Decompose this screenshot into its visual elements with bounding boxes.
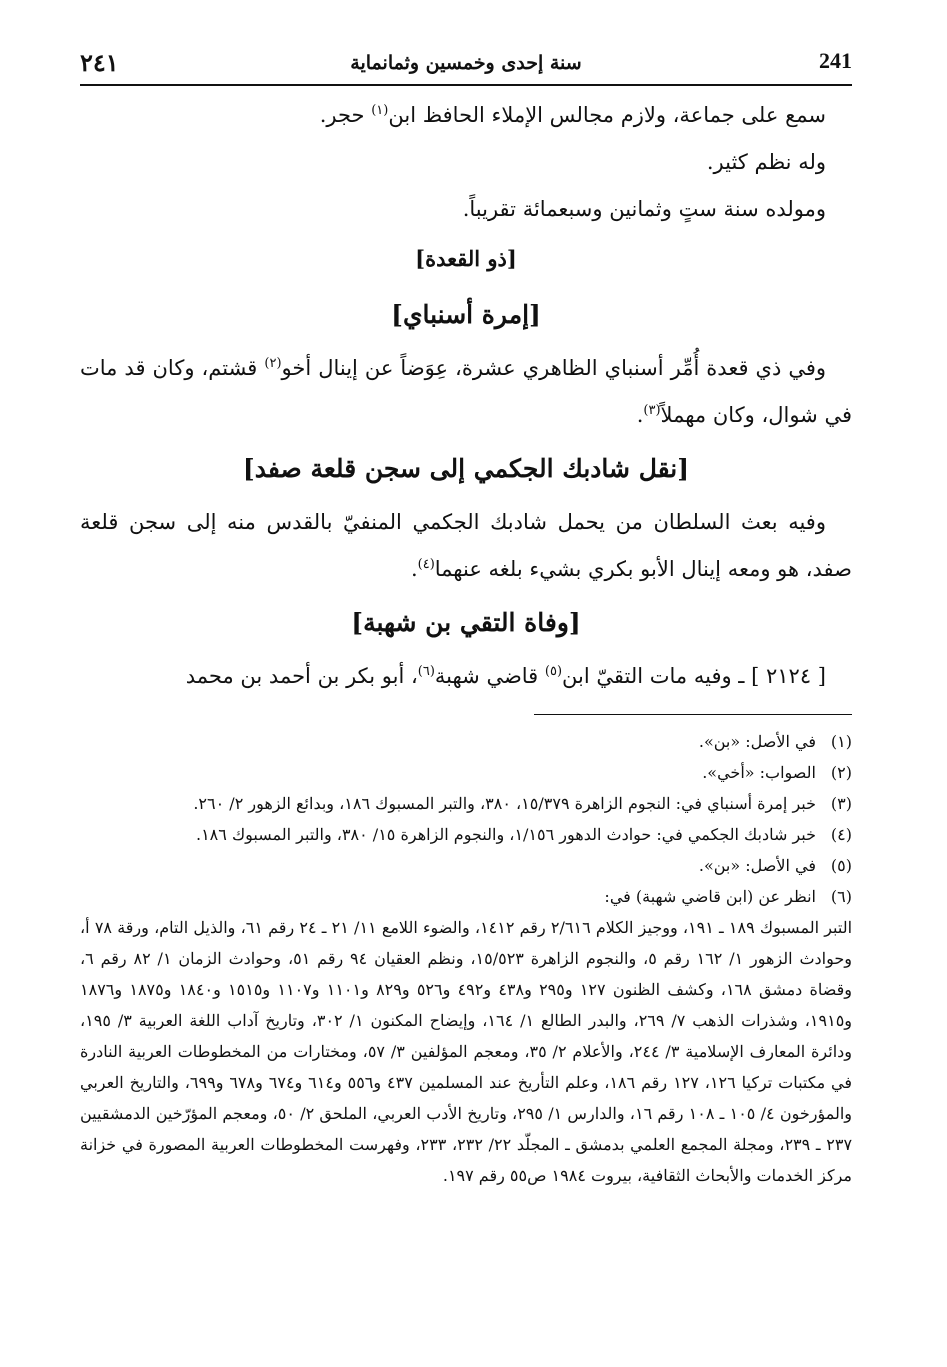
footnote xyxy=(80,881,852,912)
footnote-ref: (١) xyxy=(371,103,389,118)
running-title: سنة إحدى وخمسين وثمانماية xyxy=(350,52,582,74)
footnote-text: خبر إمرة أسنباي في: النجوم الزاهرة ١٥/٣٧٩، ٣٨٠، والتبر المسبوك ١٨٦، وبدائع الزهور ٢/ ٢٦٠. xyxy=(193,794,816,813)
text-run: قشتم، وكان قد مات في شوال، وكان مهملاً xyxy=(80,356,852,427)
footnotes xyxy=(80,726,852,1191)
footnote-number: (٥) xyxy=(830,856,852,875)
section-heading: [نقل شادبك الجكمي إلى سجن قلعة صفد] xyxy=(242,454,690,483)
text-run: ، أبو بكر بن أحمد بن محمد xyxy=(185,664,418,688)
text-run: وفيه بعث السلطان من يحمل شادبك الجكمي المنفيّ بالقدس منه إلى سجن قلعة صفد، هو ومعه إينال الأبو بكري بشيء بلغه عنهما xyxy=(80,510,852,581)
text-run: . xyxy=(410,557,418,581)
paragraph xyxy=(80,499,852,593)
text-run: وفي ذي قعدة أُمِّر أسنباي الظاهري عشرة، عِوَضاً عن إينال أخو xyxy=(281,356,826,380)
text-run: [ ٢١٢٤ ] ـ وفيه مات التقيّ ابن xyxy=(562,664,826,688)
page-number-latin: 241 xyxy=(819,48,852,73)
section-heading: [وفاة التقي بن شهبة] xyxy=(351,608,581,637)
footnote xyxy=(80,850,852,881)
section-heading: [إمرة أسنباي] xyxy=(391,300,541,329)
text-run: . xyxy=(636,403,644,427)
page-header xyxy=(80,44,852,86)
footnote-number: (٤) xyxy=(830,825,852,844)
footnote-ref: (٢) xyxy=(264,356,282,371)
section-heading: [ذو القعدة] xyxy=(415,246,517,271)
footnote-number: (٣) xyxy=(830,794,852,813)
paragraph xyxy=(80,653,852,700)
footnote-text: انظر عن (ابن قاضي شهبة) في: xyxy=(604,887,816,906)
footnote-ref: (٥) xyxy=(544,664,563,679)
footnote-text: في الأصل: «بن». xyxy=(698,856,816,875)
footnote-number: (١) xyxy=(830,732,852,751)
footnote xyxy=(80,726,852,757)
text-run: قاضي شهبة xyxy=(434,664,545,688)
footnote-ref: (٣) xyxy=(643,403,661,418)
footnote-text: الصواب: «أخي». xyxy=(702,763,816,782)
footnote-number: (٦) xyxy=(830,887,852,906)
page-number-arabic: ٢٤١ xyxy=(80,48,119,77)
footnote xyxy=(80,757,852,788)
book-page xyxy=(80,44,852,1191)
footnote xyxy=(80,819,852,850)
paragraph xyxy=(80,345,852,439)
text-run: حجر. xyxy=(319,103,372,127)
text-run: سمع على جماعة، ولازم مجالس الإملاء الحافظ ابن xyxy=(388,103,826,127)
paragraph xyxy=(80,92,852,139)
footnote-separator xyxy=(80,714,852,726)
footnote-number: (٢) xyxy=(830,763,852,782)
footnote-text: خبر شادبك الجكمي في: حوادث الدهور ١/١٥٦، والنجوم الزاهرة ١٥/ ٣٨٠، والتبر المسبوك ١٨٦. xyxy=(195,825,816,844)
main-text xyxy=(80,92,852,700)
footnote-ref: (٦) xyxy=(417,664,435,679)
paragraph: ومولده سنة ستٍ وثمانين وسبعمائة تقريباً. xyxy=(462,197,826,221)
footnote-text: في الأصل: «بن». xyxy=(698,732,816,751)
paragraph: وله نظم كثير. xyxy=(706,150,826,174)
footnote-ref: (٤) xyxy=(417,557,435,572)
footnote-continuation: التبر المسبوك ١٨٩ ـ ١٩١، ووجيز الكلام ٢/٦١٦ رقم ١٤١٢، والضوء اللامع ١١/ ٢١ ـ ٢٤ رقم ٦١، والذيل التام، ورقة ٧٨ أ، وحوادث الزهور ١/ ١٦٢ رقم ٥، والنجوم الزاهرة ١٥/٥٢٣، ونظم العقيان ٩٤ رقم ٥١، وحوادث الزمان ١/ ٨٢ رقم ٦، وقضاة دمشق ١٦٨، وكشف الظنون ١٢٧ و٢٩٥ و٤٣٨ و٤٩٢ و٥٢٦ و٨٢٩ و١١٠١ و١١٠٧ و١٥١٥ و١٨٤٠ و١٨٧٥ و١٨٧٦ و١٩١٥، وشذرات الذهب ٧/ ٢٦٩، والبدر الطالع ١/ ١٦٤، وإيضاح المكنون ١/ ٣٠٢، وتاريخ آداب اللغة العربية ٣/ ١٩٥، ودائرة المعارف الإسلامية ٣/ ٢٤٤، والأعلام ٢/ ٣٥، ومعجم المؤلفين ٣/ ٥٧، ومختارات من المخطوطات العربية النادرة في مكتبات تركيا ١٢٦، ١٢٧ رقم ١٨٦، وعلم التأريخ عند المسلمين ٤٣٧ و٥٥٦ و٦١٤ و٦٧٤ و٦٧٨ و٦٩٩، والتاريخ العربي والمؤرخون ٤/ ١٠٥ ـ ١٠٨ رقم ١٦، والدارس ١/ ٢٩٥، وتاريخ الأدب العربي، الملحق ٢/ ٥٠، ومعجم المؤرّخين الدمشقيين ٢٣٧ ـ ٢٣٩، ومجلة المجمع العلمي بدمشق ـ المجلّد ٢٢/ ٢٣٢، ٢٣٣، وفهرست المخطوطات العربية المصورة في خزانة مركز الخدمات والأبحاث الثقافية، بيروت ١٩٨٤ ص٥٥ رقم ١٩٧. xyxy=(80,918,853,1185)
footnote xyxy=(80,788,852,819)
